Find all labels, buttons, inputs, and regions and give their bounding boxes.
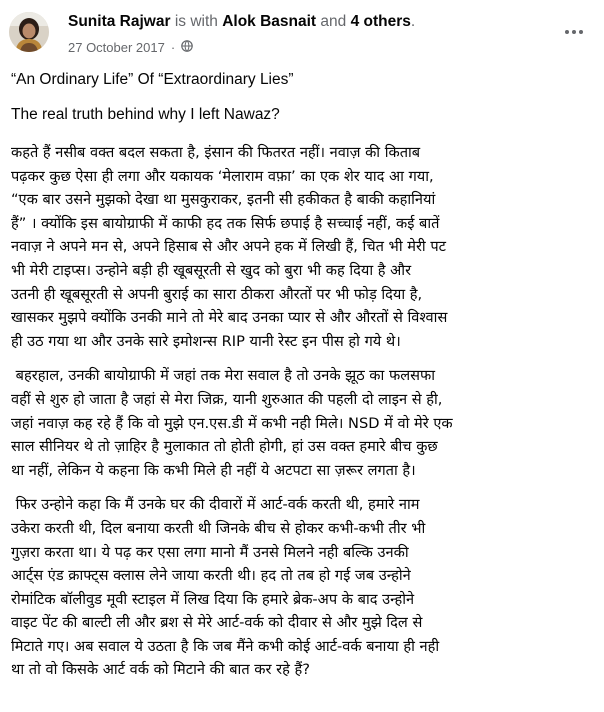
others-link[interactable]: 4 others <box>350 13 411 30</box>
post-paragraph-3: फिर उन्होने कहा कि मैं उनके घर की दीवारों में आर्ट-वर्क करती थी, हमारे नाम उकेरा करती थी, दिल बनाया करती थी जिनके बीच से होकर कभी-कभी तीर भी गुज़रा करता था। ये पढ़ कर एसा लगा मानो मैं उनसे मिलने नही बल्कि उनकी आर्ट्स एंड क्राफ्ट्स क्लास लेने जाया करती थी। हद तो तब हो गई जब उन्होने रोमांटिक बॉलीवुड मूवी स्टाइल में लिख दिया कि हमारे ब्रेक-अप के बाद उन्होने वाइट पेंट की बाल्टी ली और ब्रश से मेरे आर्ट-वर्क को दीवार से और मुझे दिल से मिटाते गए। अब सवाल ये उठता है कि जब मैंने कभी कोई आर्ट-वर्क बनाया ही नही था तो वो किसके आर्ट वर्क को मिटाने की बात कर रहे हैं? <box>11 496 440 679</box>
globe-icon[interactable] <box>181 40 193 55</box>
meta-separator: · <box>170 40 176 55</box>
avatar-photo <box>9 12 49 52</box>
post-title: “An Ordinary Life” Of “Extraordinary Lies” <box>11 71 294 88</box>
post-date[interactable]: 27 October 2017 <box>68 40 165 55</box>
and-text: and <box>320 13 347 30</box>
post-paragraph-2: बहरहाल, उनकी बायोग्राफी में जहां तक मेरा सवाल है तो उनके झूठ का फलसफा वहीं से शुरु हो जाता है जहां से मेरा जिक्र, यानी शुरुआत की पहली दो लाइन से ही, जहां नवाज़ कह रहे हैं कि वो मुझे एन.एस.डी में कभी नही मिले। NSD में वो मेरे एक साल सीनियर थे तो ज़ाहिर है मुलाकात तो होती होगी, हां उस वक्त हमारे बीच कुछ था नहीं, लेकिन ये कहना कि कभी मिले ही नहीं ये अटपटा सा ज़रूर लगता है। <box>11 367 453 479</box>
author-name[interactable]: Sunita Rajwar <box>68 13 171 30</box>
post-subtitle: The real truth behind why I left Nawaz? <box>11 106 280 123</box>
post-header <box>0 0 604 66</box>
more-options-icon[interactable] <box>560 20 588 44</box>
post-paragraph-1: कहते हैं नसीब वक्त बदल सकता है, इंसान की फितरत नहीं। नवाज़ की किताब पढ़कर कुछ ऐसा ही लगा और यकायक ‘मेलाराम वफ़ा’ का एक शेर याद आ गया, “एक बार उसने मुझको देखा था मुसकुराकर, इतनी सी हकीकत है बाकी कहानियां हैं” । क्योंकि इस बायोग्राफी में काफी हद तक सिर्फ छपाई है सच्चाई नहीं, कई बातें नवाज़ ने अपने मन से, अपने हिसाब से और अपने हक में लिखी हैं, चित भी मेरी पट भी मेरी टाइप्स। उन्होने बड़ी ही खूबसूरती से खुद को बुरा भी कह दिया है और उतनी ही खूबसूरती से अपनी बुराई का सारा ठीकरा औरतों पर भी फोड़ दिया है, खासकर मुझपे क्योंकि उनकी माने तो मेरे बाद उनका प्यार से और औरतों से विश्वास ही उठ गया था और उनके सारे इमोशन्स RIP यानी रेस्ट इन पीस हो गये थे। <box>11 144 448 350</box>
avatar[interactable] <box>9 12 49 52</box>
with-text: is with <box>174 13 218 30</box>
post-author-line <box>68 13 415 31</box>
post-meta <box>68 40 193 55</box>
tagged-person[interactable]: Alok Basnait <box>222 13 317 30</box>
post-body <box>11 141 599 682</box>
period-text: . <box>410 13 416 30</box>
